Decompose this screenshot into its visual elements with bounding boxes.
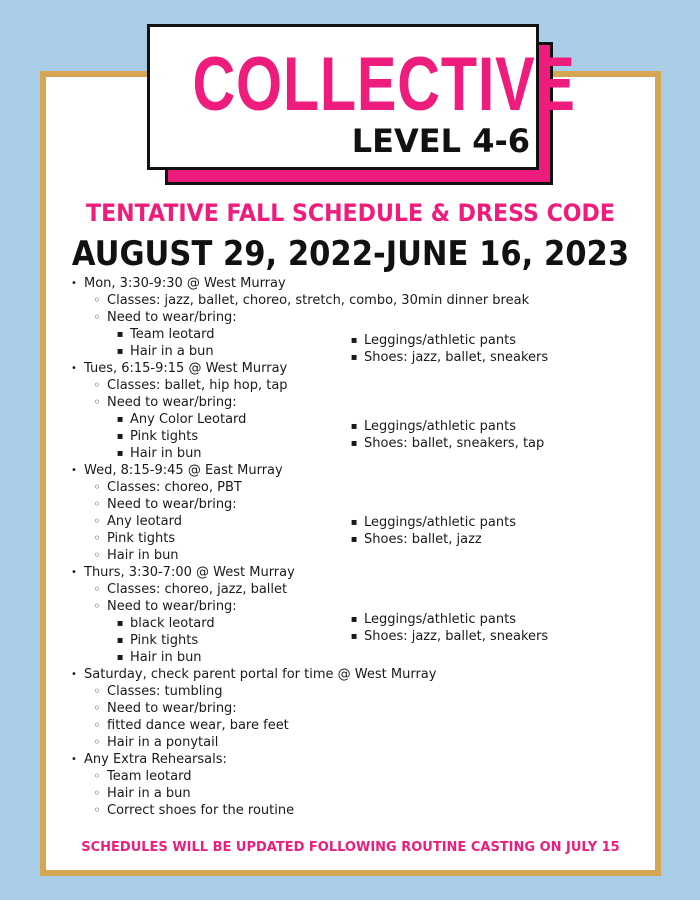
day-heading: • Thurs, 3:30-7:00 @ West Murray xyxy=(84,564,295,581)
list-item: ▪ Leggings/athletic pants xyxy=(364,611,516,628)
list-item: ◦ Classes: jazz, ballet, choreo, stretch, combo, 30min dinner break xyxy=(107,292,529,309)
day-heading: • Wed, 8:15-9:45 @ East Murray xyxy=(84,462,283,479)
list-item: ◦ Classes: choreo, jazz, ballet xyxy=(107,581,287,598)
schedule-subtitle: TENTATIVE FALL SCHEDULE & DRESS CODE xyxy=(86,199,615,227)
level-label: LEVEL 4-6 xyxy=(351,122,530,160)
brand-title: COLLECTIVE xyxy=(192,42,576,127)
list-item: ◦ Need to wear/bring: xyxy=(107,598,237,615)
list-item: ▪ Pink tights xyxy=(130,632,198,649)
list-item: ◦ Need to wear/bring: xyxy=(107,700,237,717)
list-item: ◦ Hair in a bun xyxy=(107,785,191,802)
list-item: ◦ fitted dance wear, bare feet xyxy=(107,717,289,734)
list-item: ◦ Hair in bun xyxy=(107,547,179,564)
list-item: ▪ black leotard xyxy=(130,615,215,632)
list-item: ▪ Any Color Leotard xyxy=(130,411,246,428)
footer-note: SCHEDULES WILL BE UPDATED FOLLOWING ROUTINE CASTING ON JULY 15 xyxy=(81,840,620,855)
list-item: ▪ Leggings/athletic pants xyxy=(364,418,516,435)
list-item: ▪ Leggings/athletic pants xyxy=(364,332,516,349)
list-item: ▪ Pink tights xyxy=(130,428,198,445)
list-item: ◦ Classes: choreo, PBT xyxy=(107,479,242,496)
logo xyxy=(147,24,576,170)
list-item: ◦ Pink tights xyxy=(107,530,175,547)
day-heading: • Mon, 3:30-9:30 @ West Murray xyxy=(84,275,286,292)
list-item: ◦ Need to wear/bring: xyxy=(107,309,237,326)
list-item: ◦ Team leotard xyxy=(107,768,192,785)
list-item: ▪ Shoes: jazz, ballet, sneakers xyxy=(364,349,548,366)
list-item: ▪ Shoes: jazz, ballet, sneakers xyxy=(364,628,548,645)
list-item: ▪ Shoes: ballet, jazz xyxy=(364,531,482,548)
day-heading: • Any Extra Rehearsals: xyxy=(84,751,227,768)
list-item: ▪ Hair in bun xyxy=(130,649,202,666)
list-item: ▪ Leggings/athletic pants xyxy=(364,514,516,531)
list-item: ▪ Hair in bun xyxy=(130,445,202,462)
list-item: ▪ Hair in a bun xyxy=(130,343,214,360)
list-item: ◦ Need to wear/bring: xyxy=(107,496,237,513)
list-item: ◦ Hair in a ponytail xyxy=(107,734,218,751)
list-item: ▪ Shoes: ballet, sneakers, tap xyxy=(364,435,544,452)
list-item: ◦ Any leotard xyxy=(107,513,182,530)
day-heading: • Tues, 6:15-9:15 @ West Murray xyxy=(84,360,287,377)
season-dates: AUGUST 29, 2022-JUNE 16, 2023 xyxy=(71,234,630,274)
day-heading: • Saturday, check parent portal for time @ West Murray xyxy=(84,666,436,683)
list-item: ▪ Team leotard xyxy=(130,326,215,343)
list-item: ◦ Classes: tumbling xyxy=(107,683,222,700)
list-item: ◦ Classes: ballet, hip hop, tap xyxy=(107,377,288,394)
list-item: ◦ Need to wear/bring: xyxy=(107,394,237,411)
list-item: ◦ Correct shoes for the routine xyxy=(107,802,294,819)
